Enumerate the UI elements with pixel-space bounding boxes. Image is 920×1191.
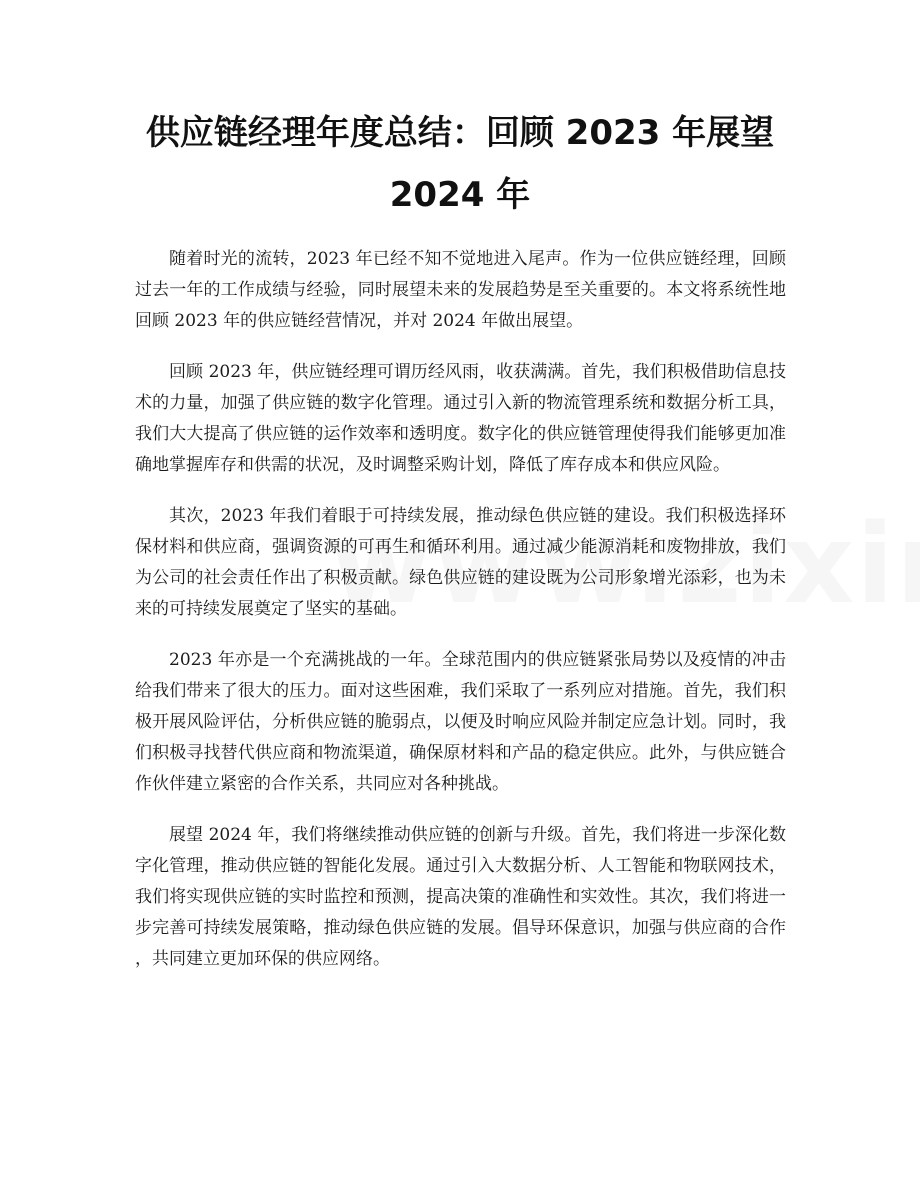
paragraph-challenges: 2023 年亦是一个充满挑战的一年。全球范围内的供应链紧张局势以及疫情的冲击给我们带来了很大的压力。面对这些困难，我们采取了一系列应对措施。首先，我们积极开展风险评估，分析供应链的脆弱点，以便及时响应风险并制定应急计划。同时，我们积极寻找替代供应商和物流渠道，确保原材料和产品的稳定供应。此外，与供应链合作伙伴建立紧密的合作关系，共同应对各种挑战。 xyxy=(135,650,786,794)
paragraph-intro: 随着时光的流转，2023 年已经不知不觉地进入尾声。作为一位供应链经理，回顾过去一年的工作成绩与经验，同时展望未来的发展趋势是至关重要的。本文将系统性地回顾 2023 年的供应链经营情况，并对 2024 年做出展望。 xyxy=(135,249,786,331)
paragraph-green: 其次，2023 年我们着眼于可持续发展，推动绿色供应链的建设。我们积极选择环保材料和供应商，强调资源的可再生和循环利用。通过减少能源消耗和废物排放，我们为公司的社会责任作出了积极贡献。绿色供应链的建设既为公司形象增光添彩，也为未来的可持续发展奠定了坚实的基础。 xyxy=(135,506,786,619)
document-body xyxy=(135,244,786,995)
paragraph-outlook: 展望 2024 年，我们将继续推动供应链的创新与升级。首先，我们将进一步深化数字化管理，推动供应链的智能化发展。通过引入大数据分析、人工智能和物联网技术，我们将实现供应链的实时监控和预测，提高决策的准确性和实效性。其次，我们将进一步完善可持续发展策略，推动绿色供应链的发展。倡导环保意识，加强与供应商的合作，共同建立更加环保的供应网络。 xyxy=(135,825,786,969)
paragraph-digital: 回顾 2023 年，供应链经理可谓历经风雨，收获满满。首先，我们积极借助信息技术的力量，加强了供应链的数字化管理。通过引入新的物流管理系统和数据分析工具，我们大大提高了供应链的运作效率和透明度。数字化的供应链管理使得我们能够更加准确地掌握库存和供需的状况，及时调整采购计划，降低了库存成本和供应风险。 xyxy=(135,362,786,475)
document-title: 供应链经理年度总结：回顾 2023 年展望 2024 年 xyxy=(145,113,775,215)
